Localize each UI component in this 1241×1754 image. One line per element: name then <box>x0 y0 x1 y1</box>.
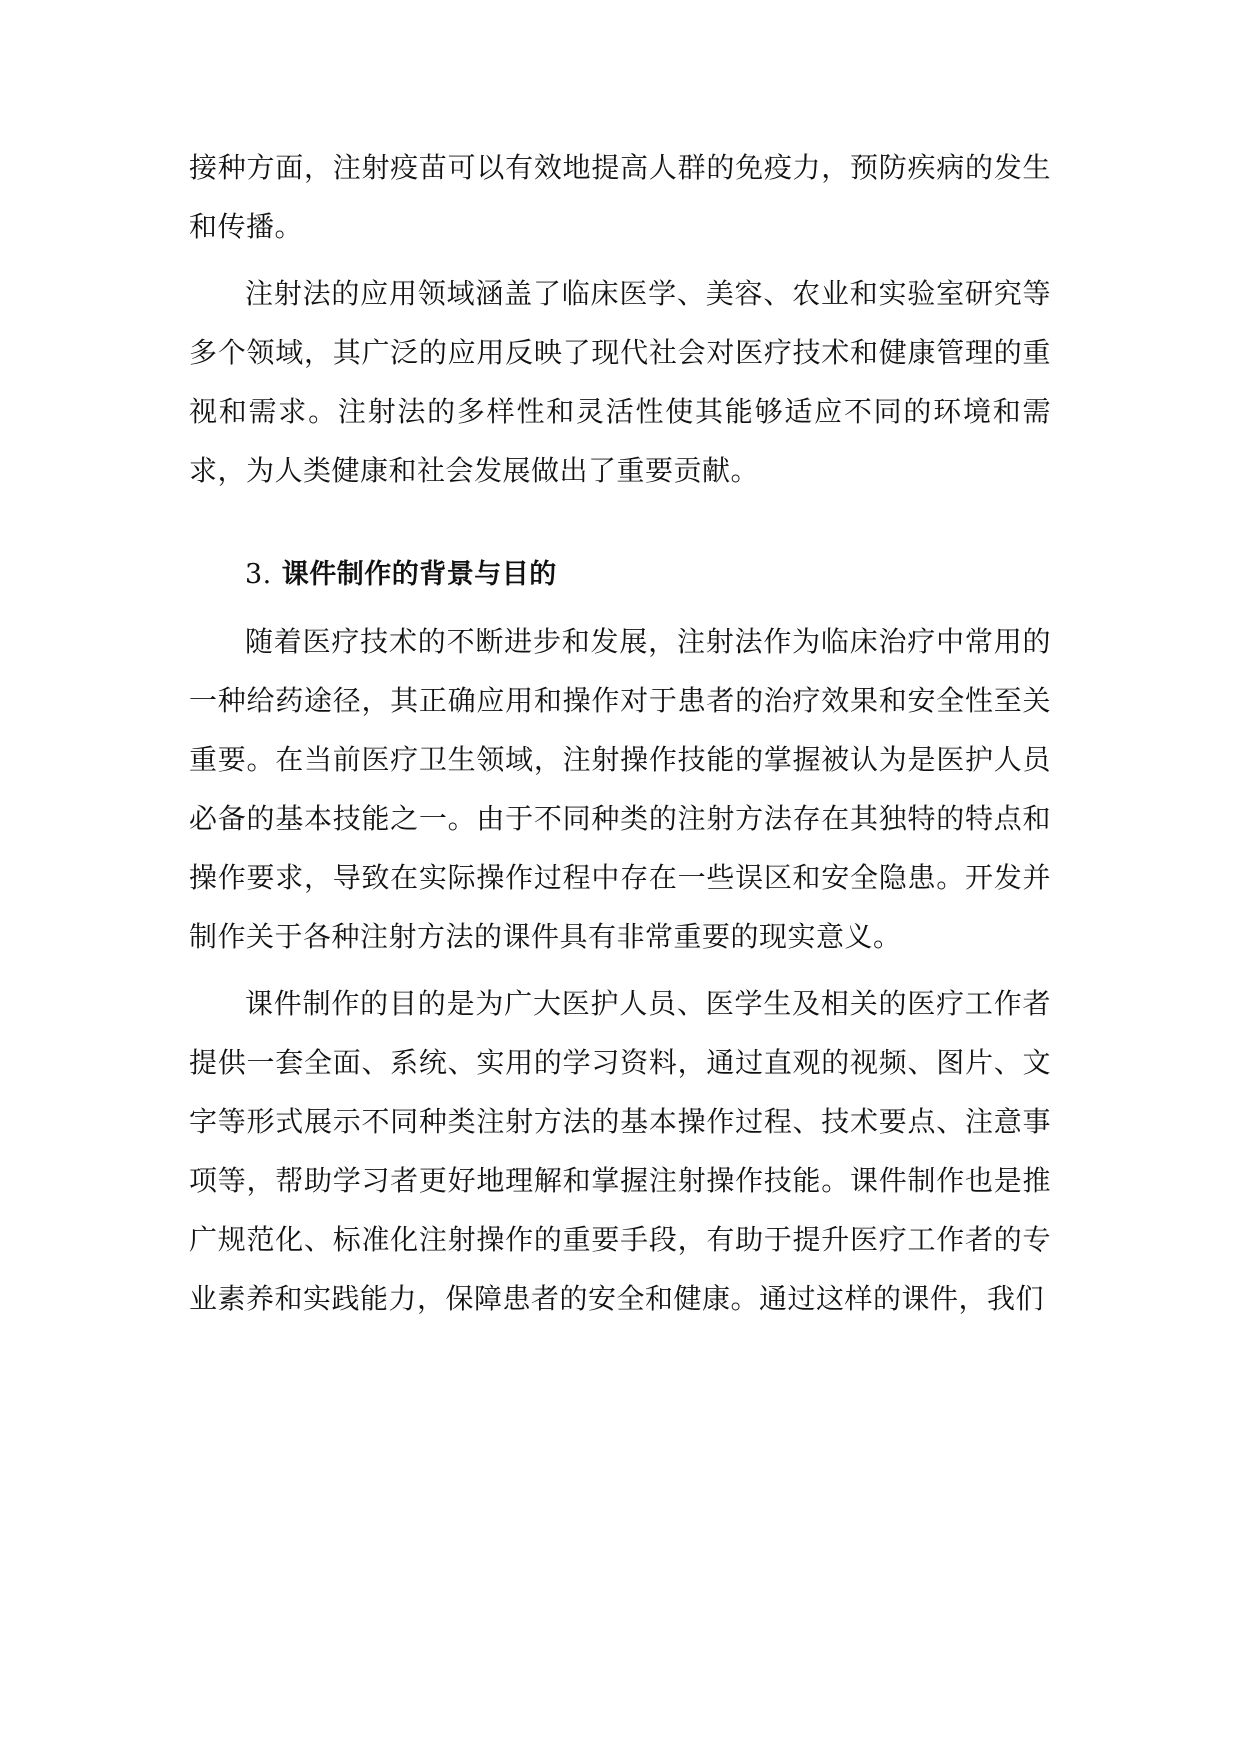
paragraph-application-fields: 注射法的应用领域涵盖了临床医学、美容、农业和实验室研究等多个领域，其广泛的应用反映了现代社会对医疗技术和健康管理的重视和需求。注射法的多样性和灵活性使其能够适应不同的环境和需求，为人类健康和社会发展做出了重要贡献。 <box>189 277 1051 487</box>
paragraph-background: 随着医疗技术的不断进步和发展，注射法作为临床治疗中常用的一种给药途径，其正确应用和操作对于患者的治疗效果和安全性至关重要。在当前医疗卫生领域，注射操作技能的掌握被认为是医护人员必备的基本技能之一。由于不同种类的注射方法存在其独特的特点和操作要求，导致在实际操作过程中存在一些误区和安全隐患。开发并制作关于各种注射方法的课件具有非常重要的现实意义。 <box>189 625 1051 953</box>
section-heading <box>189 545 1051 604</box>
section-number: 3. <box>245 559 272 590</box>
document-body <box>189 138 1051 1328</box>
section-title: 课件制作的背景与目的 <box>281 559 557 590</box>
paragraph-vaccination-continued: 接种方面，注射疫苗可以有效地提高人群的免疫力，预防疾病的发生和传播。 <box>189 151 1051 243</box>
paragraph-purpose: 课件制作的目的是为广大医护人员、医学生及相关的医疗工作者提供一套全面、系统、实用的学习资料，通过直观的视频、图片、文字等形式展示不同种类注射方法的基本操作过程、技术要点、注意事项等，帮助学习者更好地理解和掌握注射操作技能。课件制作也是推广规范化、标准化注射操作的重要手段，有助于提升医疗工作者的专业素养和实践能力，保障患者的安全和健康。通过这样的课件，我们 <box>189 987 1051 1315</box>
